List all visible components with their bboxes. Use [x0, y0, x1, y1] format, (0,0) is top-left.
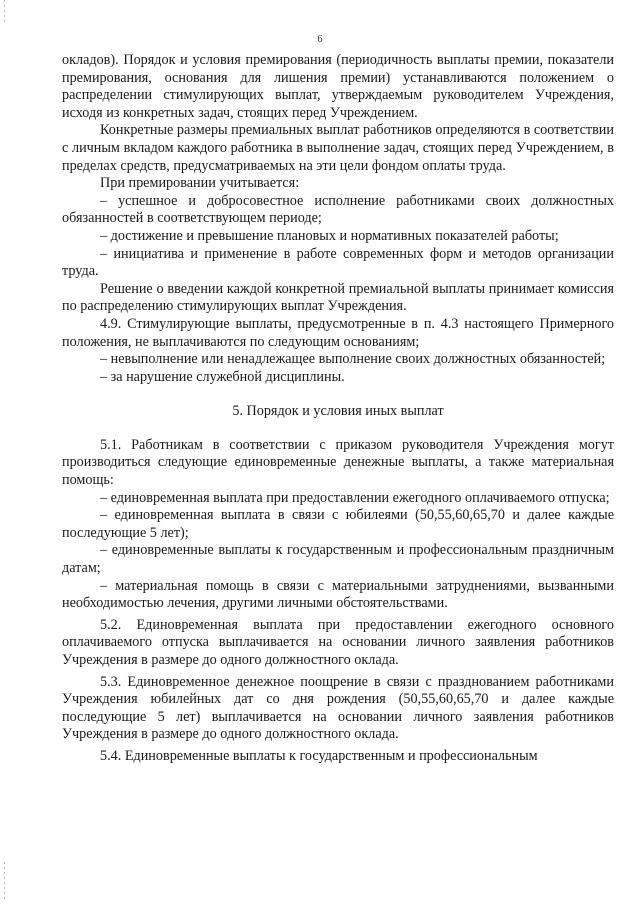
scan-binding-edge	[4, 0, 5, 24]
paragraph: 4.9. Стимулирующие выплаты, предусмотренные в п. 4.3 настоящего Примерного положения, не выплачиваются по следующим основаниям;	[62, 315, 614, 350]
paragraph: Решение о введении каждой конкретной премиальной выплаты принимает комиссия по распределению стимулирующих выплат Учреждения.	[62, 280, 614, 315]
list-item: – материальная помощь в связи с материальными затруднениями, вызванными необходимостью лечения, другими личными обстоятельствами.	[62, 577, 614, 612]
scan-binding-edge	[4, 862, 5, 900]
page-number: 6	[317, 34, 323, 45]
paragraph: 5.4. Единовременные выплаты к государственным и профессиональным	[100, 747, 538, 764]
list-item: – инициатива и применение в работе современных форм и методов организации труда.	[62, 245, 614, 280]
paragraph: 5.3. Единовременное денежное поощрение в связи с празднованием работниками Учреждения юбилейных дат со дня рождения (50,55,60,65,70 и далее каждые последующие 5 лет) выплачивается на основании личного заявления работников Учреждения в размере до одного должностного оклада.	[62, 673, 614, 743]
paragraph: 5.1. Работникам в соответствии с приказом руководителя Учреждения могут производиться следующие единовременные денежные выплаты, а также материальная помощь:	[62, 436, 614, 489]
paragraph: 5.2. Единовременная выплата при предоставлении ежегодного основного оплачиваемого отпуска выплачивается на основании личного заявления работников Учреждения в размере до одного должностного оклада.	[62, 616, 614, 668]
list-item: – успешное и добросовестное исполнение работниками своих должностных обязанностей в соответствующем периоде;	[62, 192, 614, 227]
list-item: – единовременная выплата в связи с юбилеями (50,55,60,65,70 и далее каждые последующие 5 лет);	[62, 507, 614, 541]
document-body	[62, 52, 614, 766]
paragraph: окладов). Порядок и условия премирования (периодичность выплаты премии, показатели премирования, основания для лишения премии) устанавливаются положением о распределении стимулирующих выплат, утверждаемым руководителем Учреждения, исходя из конкретных задач, стоящих перед Учреждением.	[62, 52, 614, 121]
list-item: – единовременные выплаты к государственным и профессиональным праздничным датам;	[62, 542, 614, 577]
list-item: – за нарушение служебной дисциплины.	[100, 368, 345, 385]
section-heading: 5. Порядок и условия иных выплат	[232, 403, 444, 420]
list-item: – невыполнение или ненадлежащее выполнение своих должностных обязанностей;	[100, 351, 606, 368]
list-item: – единовременная выплата при предоставлении ежегодного оплачиваемого отпуска;	[100, 489, 610, 506]
paragraph: Конкретные размеры премиальных выплат работников определяются в соответствии с личным вкладом каждого работника в выполнение задач, стоящих перед Учреждением, в пределах средств, предусматриваемых на эти цели фондом оплаты труда.	[62, 122, 614, 174]
paragraph: При премировании учитывается:	[100, 175, 300, 192]
list-item: – достижение и превышение плановых и нормативных показателей работы;	[100, 227, 559, 244]
